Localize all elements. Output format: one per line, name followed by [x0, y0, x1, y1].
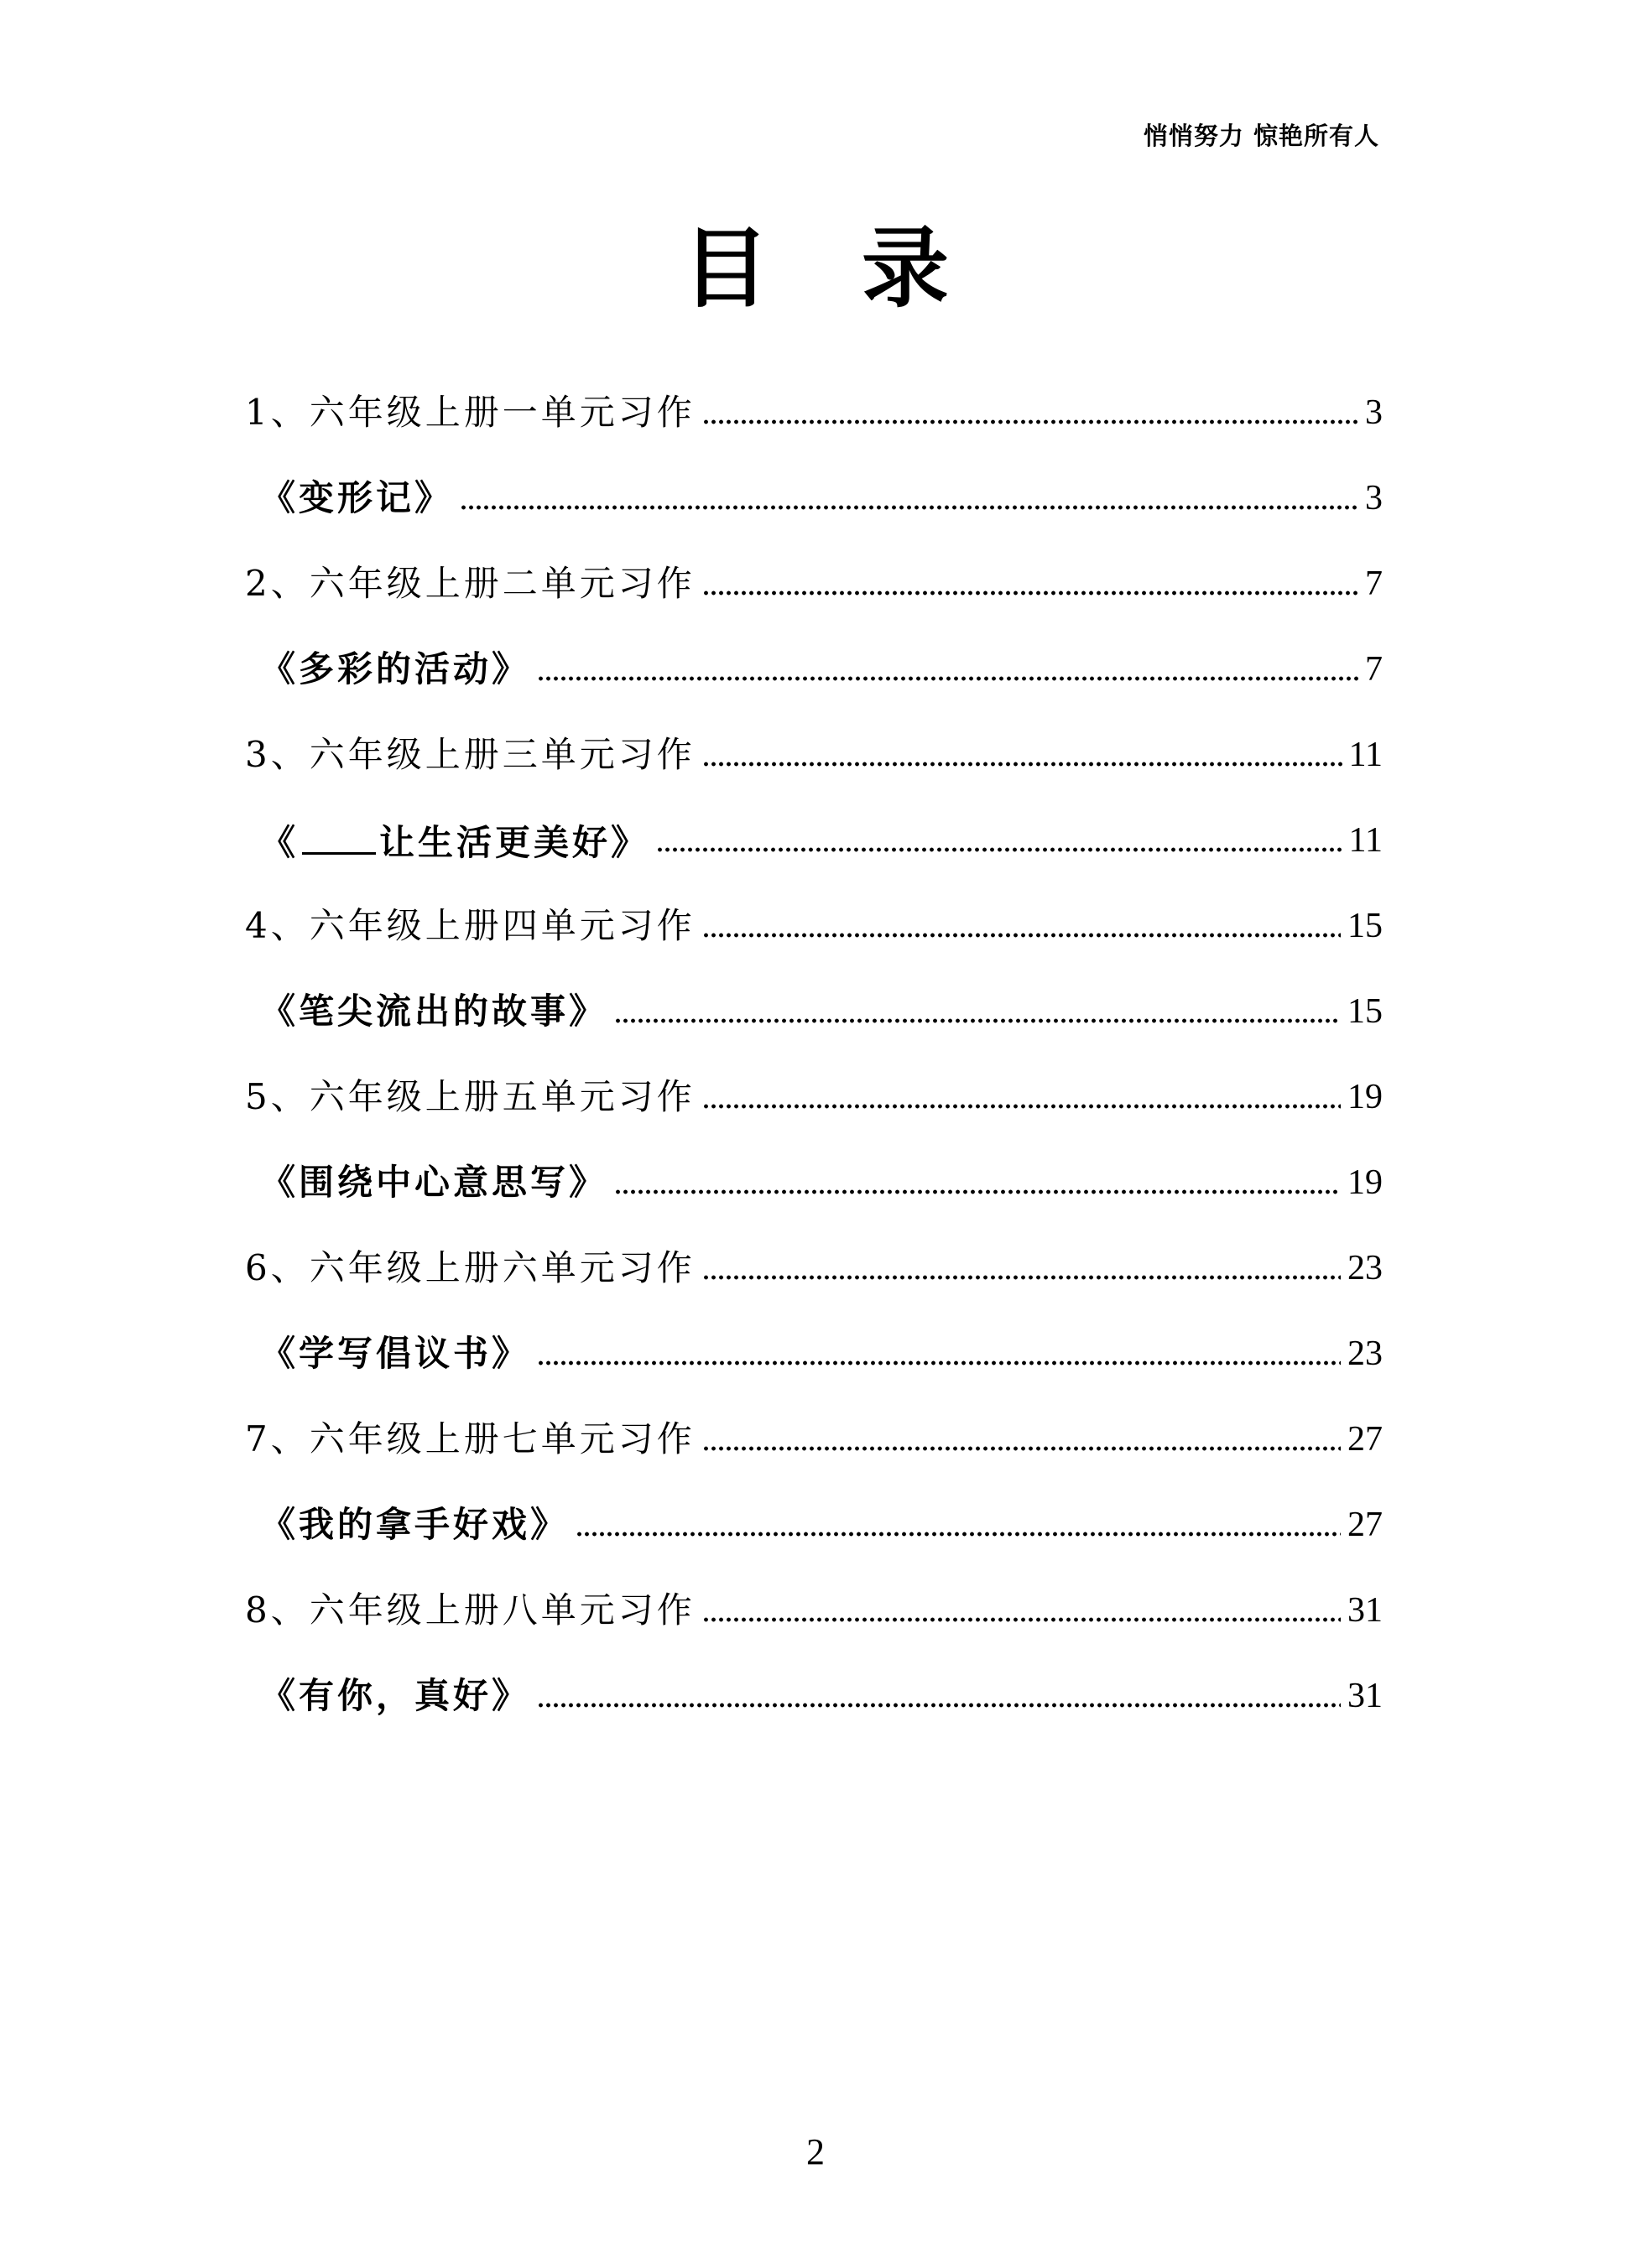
- toc-entry-label: 6、六年级上册六单元习作: [245, 1247, 696, 1288]
- toc-entry-topic-5[interactable]: [245, 1140, 1383, 1225]
- toc-entry-topic-4[interactable]: [245, 969, 1383, 1054]
- toc-leader-dots: [537, 1702, 1341, 1709]
- toc-page-number: 3: [1365, 479, 1383, 518]
- table-of-contents: [245, 370, 1383, 1739]
- toc-entry-unit-4[interactable]: [245, 883, 1383, 969]
- toc-page-number: 3: [1365, 393, 1383, 432]
- toc-leader-dots: [656, 846, 1342, 853]
- toc-leader-dots: [537, 1360, 1341, 1366]
- toc-leader-dots: [702, 1616, 1341, 1623]
- toc-entry-label: 5、六年级上册五单元习作: [245, 1076, 696, 1117]
- toc-label-rest: 让生活更美好》: [379, 822, 650, 863]
- toc-entry-topic-6[interactable]: [245, 1311, 1383, 1397]
- toc-entry-topic-7[interactable]: [245, 1482, 1383, 1568]
- toc-entry-topic-3[interactable]: [245, 798, 1383, 883]
- toc-page-number: 31: [1347, 1591, 1383, 1630]
- toc-leader-dots: [702, 932, 1341, 939]
- toc-leader-dots: [702, 1445, 1341, 1452]
- toc-entry-label: 《多彩的活动》: [260, 648, 531, 689]
- page-title: [0, 216, 1631, 320]
- toc-page-number: 27: [1347, 1506, 1383, 1544]
- toc-page-number: 15: [1347, 907, 1383, 945]
- toc-entry-label: 《学写倡议书》: [260, 1333, 531, 1374]
- toc-leader-dots: [702, 419, 1358, 425]
- toc-entry-label: 4、六年级上册四单元习作: [245, 905, 696, 946]
- toc-leader-dots: [614, 1189, 1341, 1195]
- toc-entry-label: 2、六年级上册二单元习作: [245, 563, 696, 604]
- toc-entry-unit-3[interactable]: [245, 712, 1383, 798]
- toc-entry-label: 《有你，真好》: [260, 1675, 531, 1716]
- page-title-char: 录: [862, 216, 950, 320]
- toc-entry-unit-1[interactable]: [245, 370, 1383, 455]
- toc-leader-dots: [702, 1103, 1341, 1110]
- toc-leader-dots: [537, 675, 1358, 682]
- toc-entry-label: 8、六年级上册八单元习作: [245, 1589, 696, 1631]
- toc-entry-label: 3、六年级上册三单元习作: [245, 734, 696, 775]
- toc-page-number: 27: [1347, 1420, 1383, 1459]
- toc-entry-label: 《围绕中心意思写》: [260, 1162, 608, 1203]
- toc-leader-dots: [702, 1274, 1341, 1281]
- toc-page-number: 11: [1348, 736, 1383, 774]
- toc-entry-topic-8[interactable]: [245, 1653, 1383, 1739]
- toc-page-number: 31: [1347, 1677, 1383, 1715]
- toc-leader-dots: [460, 504, 1358, 511]
- toc-entry-unit-5[interactable]: [245, 1054, 1383, 1140]
- toc-entry-unit-7[interactable]: [245, 1397, 1383, 1482]
- toc-page-number: 15: [1347, 992, 1383, 1031]
- toc-page-number: 7: [1365, 650, 1383, 689]
- toc-entry-unit-6[interactable]: [245, 1225, 1383, 1311]
- toc-leader-dots: [576, 1531, 1341, 1537]
- toc-leader-dots: [702, 590, 1358, 596]
- fill-in-blank: [302, 820, 376, 855]
- toc-entry-unit-2[interactable]: [245, 541, 1383, 627]
- toc-entry-label: 7、六年级上册七单元习作: [245, 1418, 696, 1459]
- toc-entry-unit-8[interactable]: [245, 1568, 1383, 1653]
- toc-entry-label: [260, 820, 649, 861]
- toc-entry-topic-1[interactable]: [245, 455, 1383, 541]
- toc-page-number: 11: [1348, 821, 1383, 860]
- toc-entry-topic-2[interactable]: [245, 627, 1383, 712]
- toc-leader-dots: [702, 761, 1342, 767]
- toc-entry-label: 1、六年级上册一单元习作: [245, 392, 696, 433]
- page-number: 2: [806, 2131, 825, 2172]
- toc-page-number: 23: [1347, 1334, 1383, 1373]
- toc-page-number: 19: [1347, 1078, 1383, 1116]
- toc-entry-label: 《变形记》: [260, 477, 454, 518]
- toc-page-number: 23: [1347, 1249, 1383, 1287]
- toc-page-number: 19: [1347, 1163, 1383, 1202]
- toc-page-number: 7: [1365, 564, 1383, 603]
- toc-leader-dots: [614, 1017, 1341, 1024]
- header-slogan: 悄悄努力 惊艳所有人: [1143, 122, 1379, 150]
- page-title-char: 目: [681, 216, 769, 320]
- toc-label-open-quote: 《: [260, 822, 300, 863]
- toc-entry-label: 《我的拿手好戏》: [260, 1504, 570, 1545]
- toc-entry-label: 《笔尖流出的故事》: [260, 991, 608, 1032]
